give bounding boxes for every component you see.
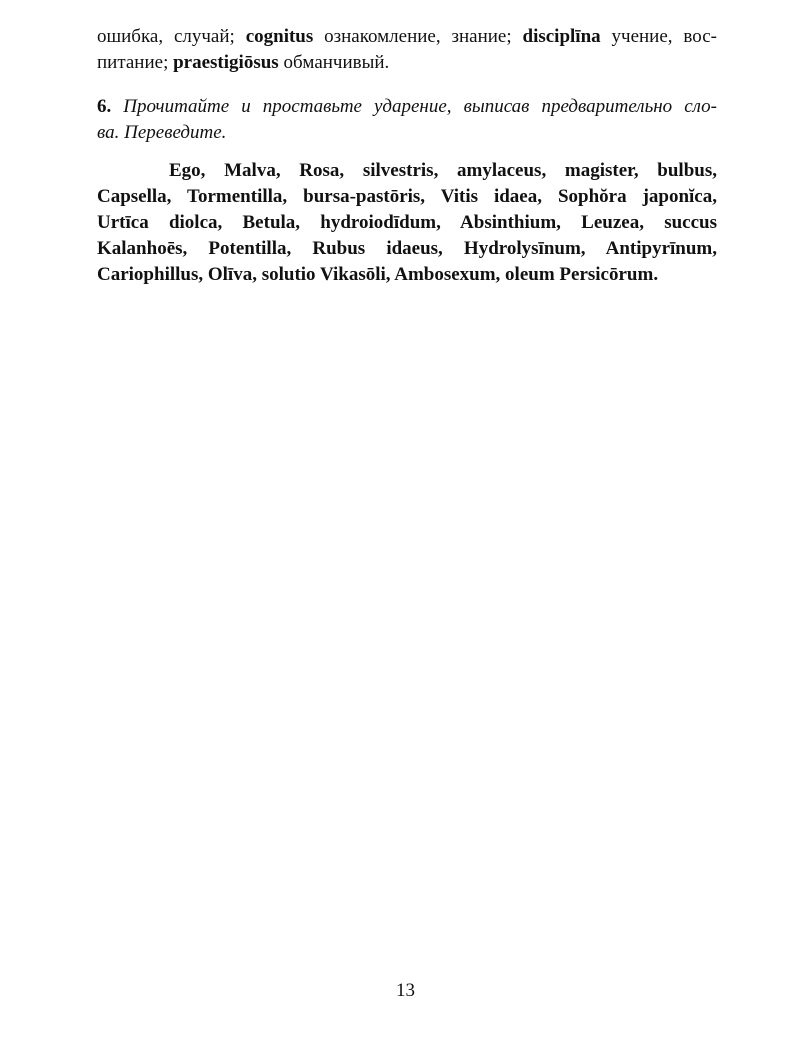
- text-segment: ознакомление, знание;: [313, 26, 523, 47]
- latin-term: disciplīna: [522, 26, 601, 47]
- word-list-line-4: Kalanhoēs, Potentilla, Rubus idaeus, Hydrolysīnum, Antipyrīnum,: [97, 238, 717, 259]
- word-list-line-3: Urtīca diolca, Betula, hydroiodīdum, Absinthium, Leuzea, succus: [97, 212, 717, 233]
- text-segment: обманчивый.: [278, 52, 390, 73]
- latin-term: praestigiōsus: [173, 52, 279, 73]
- glossary-paragraph: [97, 24, 717, 76]
- text-segment: ошибка, случай;: [97, 26, 246, 47]
- latin-term: cognitus: [245, 26, 314, 47]
- exercise-line-1: [97, 94, 717, 120]
- exercise-instruction: [97, 94, 717, 146]
- text-segment: учение, вос-: [600, 26, 717, 47]
- exercise-number: 6.: [97, 96, 112, 117]
- word-list-line-2: Capsella, Tormentilla, bursa-pastōris, Vitis idaea, Sophŏra japonĭca,: [97, 186, 717, 207]
- text-segment: питание;: [97, 52, 174, 73]
- latin-word-list: [97, 158, 717, 288]
- glossary-line-2: [97, 50, 717, 76]
- glossary-line-1: [97, 24, 717, 50]
- word-list-line-5: Cariophillus, Olīva, solutio Vikasōli, Ambosexum, oleum Persicōrum.: [97, 264, 659, 285]
- exercise-line-2: ва. Переведите.: [97, 122, 227, 143]
- exercise-text: Прочитайте и проставьте ударение, выписав предварительно сло-: [111, 96, 717, 117]
- word-list-line-1: Ego, Malva, Rosa, silvestris, amylaceus, magister, bulbus,: [169, 160, 717, 181]
- page-number: 13: [396, 980, 415, 1001]
